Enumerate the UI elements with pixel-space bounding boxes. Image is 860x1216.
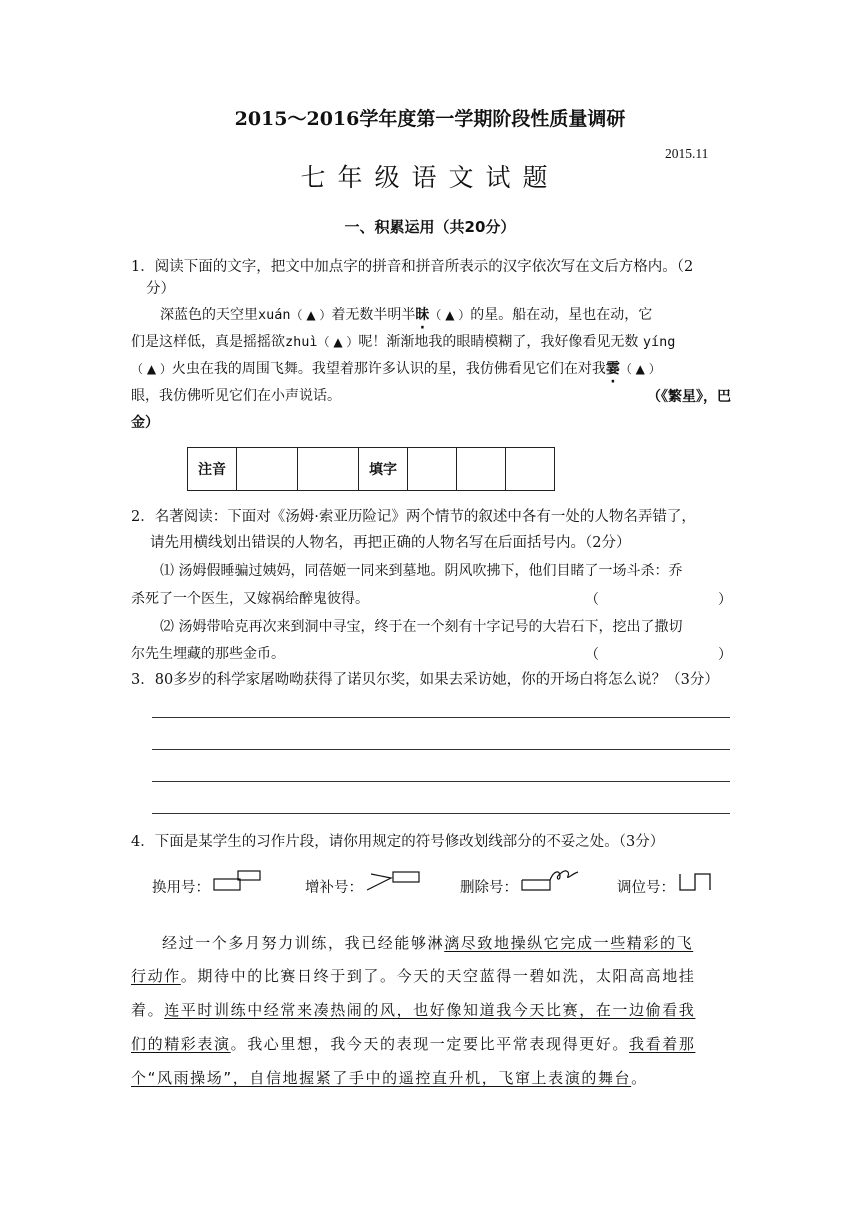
essay-line5	[131, 1068, 729, 1088]
symbol-replace-label: 换用号：	[152, 880, 210, 896]
q2-prompt-line2: 请先用横线划出错误的人物名，再把正确的人物名写在后面括号内。（2分）	[150, 535, 631, 551]
dotted-char-mei: 昧	[415, 307, 430, 323]
symbol-transpose-label: 调位号：	[617, 880, 675, 896]
answer-line[interactable]	[152, 781, 730, 782]
q1-prompt-line2: 分）	[146, 281, 175, 297]
essay-line1	[162, 933, 760, 953]
grid-cell[interactable]	[408, 448, 457, 491]
passage-text: 深蓝色的天空里	[160, 307, 258, 323]
grid-label-pinyin: 注音	[188, 448, 237, 491]
passage-source-end: 金）	[131, 415, 159, 431]
exam-subtitle: 七年级语文试题	[300, 163, 560, 192]
exam-date: 2015.11	[665, 146, 709, 161]
pinyin-xuan: xuán	[258, 307, 291, 323]
underlined-text: 们的精彩表演	[131, 1035, 231, 1053]
answer-blank: （ ▲ ）	[317, 335, 359, 349]
dotted-char-sha: 霎	[605, 361, 620, 377]
underlined-text: 个“风雨操场”，自信地握紧了手中的遥控直升机，飞窜上表演的舞台	[131, 1069, 632, 1087]
answer-blank: （ ▲ ）	[429, 308, 471, 322]
answer-line[interactable]	[152, 749, 730, 750]
answer-blank: （ ▲ ）	[131, 362, 172, 376]
q2-paren-open-1: （	[585, 592, 599, 608]
answer-grid	[187, 447, 555, 491]
q1-prompt-line1: 1．阅读下面的文字，把文中加点字的拼音和拼音所表示的汉字依次写在文后方格内。（2	[131, 259, 694, 275]
passage-text: 呢！渐渐地我的眼睛模糊了，我好像看见无数	[358, 334, 639, 350]
passage-source: （《繁星》，巴	[647, 389, 731, 405]
q2-paren-close-1[interactable]: ）	[718, 592, 732, 608]
grid-cell[interactable]	[506, 448, 555, 491]
passage-text: 们是这样低，真是摇摇欲	[131, 334, 285, 350]
pinyin-zhui: zhuì	[285, 334, 318, 350]
passage-text: 眼，我仿佛听见它们在小声说话。	[131, 388, 341, 404]
essay-line2	[131, 966, 729, 986]
answer-line[interactable]	[152, 813, 730, 814]
delete-mark-icon	[520, 866, 582, 894]
q2-item2-line1: ⑵ 汤姆带哈克再次来到洞中寻宝，终于在一个刻有十字记号的大岩石下，挖出了撒切	[160, 619, 683, 635]
essay-text: 着。	[131, 1001, 165, 1019]
grid-cell[interactable]	[457, 448, 506, 491]
q2-prompt-line1: 2．名著阅读：下面对《汤姆·索亚历险记》两个情节的叙述中各有一处的人物名弄错了，	[131, 509, 696, 525]
essay-text: 经过一个多月努力训练，我已经能够淋	[162, 934, 445, 952]
grid-cell[interactable]	[298, 448, 359, 491]
q2-paren-close-2[interactable]: ）	[718, 647, 732, 663]
transpose-mark-icon	[677, 868, 719, 896]
essay-line3	[131, 1000, 729, 1020]
q4-prompt: 4．下面是某学生的习作片段，请你用规定的符号修改划线部分的不妥之处。（3分）	[131, 834, 665, 850]
passage-text: 火虫在我的周围飞舞。我望着那许多认识的星，我仿佛看见它们在对我	[171, 361, 606, 377]
replace-mark-icon	[212, 868, 264, 894]
essay-text: 。	[631, 1069, 648, 1087]
passage-text: 着无数半明半	[331, 307, 416, 323]
section-heading: 一、积累运用（共20分）	[344, 218, 516, 236]
answer-blank: （ ▲ ）	[290, 308, 332, 322]
underlined-text: 我看着那	[629, 1035, 696, 1053]
grid-label-char: 填字	[359, 448, 408, 491]
q1-passage-line3	[131, 359, 731, 379]
essay-text: 。我心里想，我今天的表现一定要比平常表现得更好。	[230, 1035, 630, 1053]
q2-paren-open-2: （	[585, 647, 599, 663]
symbol-insert-label: 增补号：	[305, 880, 363, 896]
symbol-delete-label: 删除号：	[460, 880, 518, 896]
underlined-text: 漓尽致地操纵它完成一些精彩的飞	[444, 934, 694, 952]
q2-item1-line2: 杀死了一个医生，又嫁祸给醉鬼彼得。	[131, 591, 369, 607]
grid-cell[interactable]	[237, 448, 298, 491]
q1-passage-line2	[131, 332, 731, 352]
insert-mark-icon	[365, 868, 425, 894]
answer-blank: （ ▲ ）	[619, 362, 661, 376]
answer-line[interactable]	[152, 717, 730, 718]
q1-passage-line1	[160, 305, 760, 325]
q2-item1-line1: ⑴ 汤姆假睡骗过姨妈，同蓓姬一同来到墓地。阴风吹拂下，他们目睹了一场斗杀：乔	[160, 563, 683, 579]
passage-text: 的星。船在动，星也在动，它	[470, 307, 653, 323]
pinyin-ying: yíng	[642, 334, 676, 350]
essay-line4	[131, 1034, 729, 1054]
q2-item2-line2: 尔先生埋藏的那些金币。	[131, 646, 285, 662]
q3-prompt: 3．80多岁的科学家屠呦呦获得了诺贝尔奖，如果去采访她，你的开场白将怎么说？（3分）	[131, 672, 719, 688]
exam-title: 2015～2016学年度第一学期阶段性质量调研	[234, 108, 626, 130]
essay-text: 。期待中的比赛日终于到了。今天的天空蓝得一碧如洗，太阳高高地挂	[180, 967, 696, 985]
underlined-text: 连平时训练中经常来凑热闹的风，也好像知道我今天比赛，在一边偷看我	[164, 1001, 696, 1019]
underlined-text: 行动作	[131, 967, 181, 985]
